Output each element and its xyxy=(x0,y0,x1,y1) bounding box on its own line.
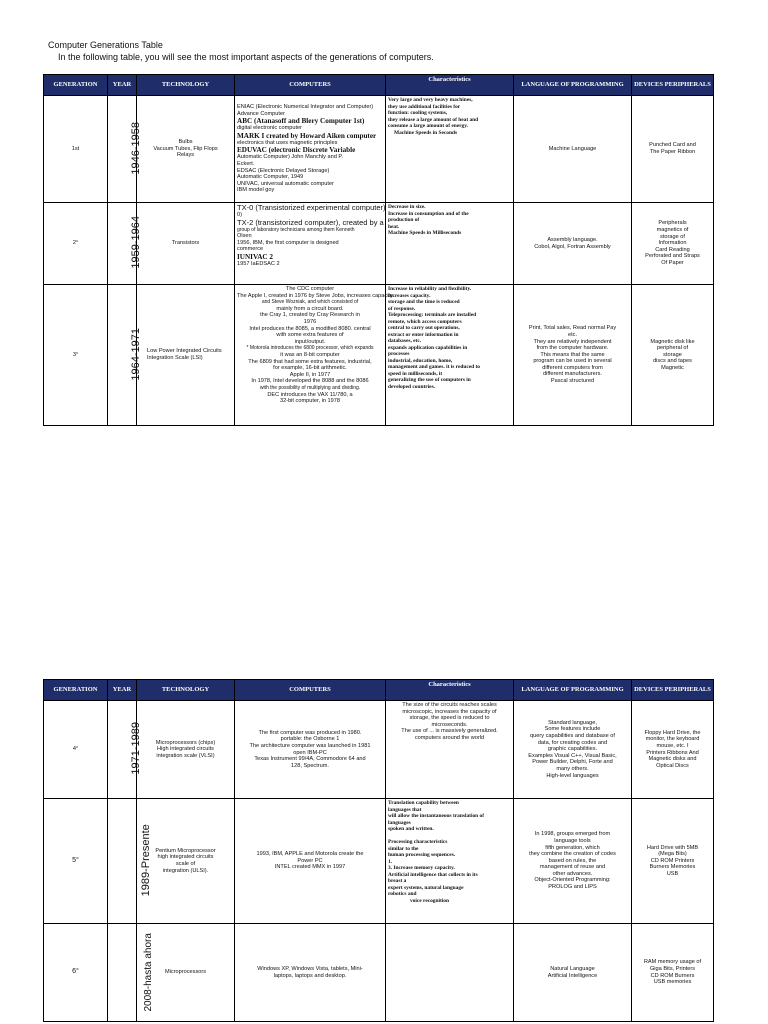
year-cell xyxy=(108,285,143,426)
generation-cell: 4° xyxy=(44,701,108,799)
devices-line: Punched Card and xyxy=(649,142,696,149)
year-cell xyxy=(108,203,143,285)
technology-line: high integrated circuits xyxy=(157,854,214,861)
computers-line: DEC introduces the VAX 11/780, a xyxy=(267,391,353,398)
language-line: fifth generation, which xyxy=(545,844,600,851)
devices-line: RAM memory usage of xyxy=(643,959,702,966)
header-computers: COMPUTERS xyxy=(235,680,386,701)
technology-cell xyxy=(137,285,235,426)
devices-line: monitor, the keyboard xyxy=(645,736,700,743)
language-line: different manufacturers. xyxy=(543,371,602,378)
characteristics-line: microscopic, increases the capacity of xyxy=(402,708,497,715)
generations-table-1 xyxy=(43,74,714,426)
devices-line: Printers Ribbons And xyxy=(646,749,699,756)
computers-line: Texas Instrument 99/4A, Commodore 64 and xyxy=(254,756,366,763)
devices-line: CD ROM Printers xyxy=(650,857,695,864)
devices-line: The Paper Ribbon xyxy=(649,149,696,155)
characteristics-line: Artificial intelligence that collects in its xyxy=(388,871,478,878)
technology-line: Microprocessors xyxy=(164,969,207,976)
header-generation: GENERATION xyxy=(44,75,108,96)
computers-line: TX-2 (transistorized computer), created by a xyxy=(237,217,384,227)
devices-cell xyxy=(632,285,714,426)
technology-line: integration (ULSI). xyxy=(162,867,209,874)
computers-line: 32-bit computer, in 1978 xyxy=(279,398,340,405)
header-devices: DEVICES PERIPHERALS xyxy=(632,680,714,701)
language-cell xyxy=(514,285,632,426)
year-label: 1989-Presente xyxy=(139,823,152,897)
computers-cell xyxy=(235,924,386,1022)
computers-line: 1956, IBM, the first computer is designed xyxy=(237,239,339,246)
table-header-row xyxy=(44,75,714,96)
technology-line: Transistors xyxy=(171,240,200,247)
characteristics-line: expands application capabilities in xyxy=(388,344,468,351)
devices-cell xyxy=(632,203,714,285)
technology-line: Integration Scale (LSI) xyxy=(147,355,203,361)
characteristics-line: heat. xyxy=(388,223,400,230)
characteristics-cell xyxy=(386,924,514,1022)
characteristics-cell xyxy=(386,701,514,799)
computers-cell xyxy=(235,203,386,285)
characteristics-line: computers around the world xyxy=(414,734,485,741)
computers-line: Eckert. xyxy=(237,161,255,167)
language-line: Assembly language. xyxy=(547,236,598,243)
devices-line: discs and tapes xyxy=(653,358,692,365)
year-label: 2008-hasta ahora xyxy=(142,932,154,1012)
year-label: 1946-1958 xyxy=(130,121,143,175)
technology-line: Vacuum Tubes, Flip Flops xyxy=(153,145,218,152)
characteristics-line: Teleprocessing: terminals are installed xyxy=(388,312,477,318)
header-characteristics: Characteristics xyxy=(386,75,514,96)
computers-line: The 6809 that had some extra features, industrial, xyxy=(248,358,372,365)
language-cell xyxy=(514,96,632,203)
language-line: data, for creating codes and xyxy=(537,739,608,746)
characteristics-line: processes xyxy=(388,351,410,357)
language-line: In 1998, groups emerged from xyxy=(534,831,611,838)
year-label: 1971-1989 xyxy=(130,722,143,775)
characteristics-line: 3. Increase memory capacity. xyxy=(388,865,455,871)
devices-line: (Mega Bits) xyxy=(658,851,687,858)
technology-cell xyxy=(137,96,235,203)
language-line: many others. xyxy=(556,765,589,772)
language-line: Natural Language xyxy=(550,965,595,972)
technology-line: Bulbs xyxy=(178,139,193,146)
language-line: different computers from xyxy=(542,364,603,371)
characteristics-line: of response. xyxy=(388,305,416,312)
language-line: High-level languages xyxy=(546,772,599,779)
computers-line: digital electronic computer xyxy=(237,125,302,132)
computers-line: 0) xyxy=(237,212,242,218)
computers-line: input/output. xyxy=(294,338,326,345)
generation-cell: 6° xyxy=(44,924,108,1022)
header-technology: TECHNOLOGY xyxy=(137,680,235,701)
table-row xyxy=(44,799,714,924)
computers-line: * Motorola introduces the 6800 processor, which expands xyxy=(246,345,374,352)
characteristics-line: Machine Speeds in Milliseconds xyxy=(388,230,462,236)
characteristics-line: microseconds. xyxy=(431,721,468,728)
header-year: YEAR xyxy=(108,75,137,96)
devices-line: storage of xyxy=(660,233,685,240)
computers-line: mainly from a circuit board. xyxy=(276,305,344,312)
technology-line: Microprocessors (chips) xyxy=(155,739,216,746)
header-characteristics: Characteristics xyxy=(386,680,514,701)
computers-line: Automatic Computer, 1949 xyxy=(237,174,304,181)
table-header-row xyxy=(44,680,714,701)
computers-line: laptops, laptops and desktop. xyxy=(273,972,347,979)
language-line: program can be used in several xyxy=(533,358,612,365)
computers-line: IBM model goy xyxy=(237,187,275,194)
computers-line: In 1978, Intel developed the 8088 and the 8086 xyxy=(251,378,369,385)
characteristics-line: developed countries. xyxy=(388,383,436,390)
computers-line: The CDC computer xyxy=(285,286,335,292)
devices-cell xyxy=(632,924,714,1022)
year-label: 1959-1964 xyxy=(130,216,143,269)
characteristics-line: remote, which access computers xyxy=(388,318,462,325)
computers-line: Apple II, in 1977 xyxy=(289,371,331,378)
computers-line: Advance Computer xyxy=(237,110,285,117)
computers-line: for example, 16-bit arithmetic. xyxy=(273,365,347,372)
computers-line: The architecture computer was launched in 1981 xyxy=(249,742,371,749)
language-cell xyxy=(514,203,632,285)
year-cell xyxy=(108,701,143,799)
characteristics-line: extract or enter information in xyxy=(388,331,459,338)
computers-cell xyxy=(235,96,386,203)
characteristics-line: breast a xyxy=(388,878,407,884)
characteristics-line: production of xyxy=(388,217,420,223)
devices-line: Floppy Hard Drive, the xyxy=(644,729,701,736)
computers-line: 1976 xyxy=(303,318,317,325)
computers-line: ABC (Atanasoff and Blery Computer 1st) xyxy=(237,117,365,126)
computers-line: Intel produces the 8085, a modified 8080. central xyxy=(249,325,371,332)
language-line: other advances. xyxy=(552,870,593,877)
header-generation: GENERATION xyxy=(44,680,108,701)
language-line: Power Builder, Delphi, Forte and xyxy=(532,759,613,766)
characteristics-line: Machine Speeds in Seconds xyxy=(394,129,458,136)
computers-line: Power PC xyxy=(297,857,323,864)
year-label: 1964-1971 xyxy=(130,327,143,381)
computers-line: EDUVAC (electronic Discrete Variable xyxy=(237,146,356,155)
header-language: LANGUAGE OF PROGRAMMING xyxy=(514,680,632,701)
language-line: Standard language, xyxy=(548,719,597,726)
computers-line: The first computer was produced in 1980. xyxy=(258,729,362,736)
language-line: language tools xyxy=(554,837,591,844)
language-line: Examples Visual C++, Visual Basic, xyxy=(528,752,617,759)
characteristics-line: The use of ... is massively generalized. xyxy=(401,728,498,735)
characteristics-line: Very large and very heavy machines, xyxy=(388,97,473,103)
characteristics-line: The size of the circuits reaches scales xyxy=(402,702,497,708)
characteristics-line: function: cooling systems, xyxy=(388,110,448,116)
generation-cell: 1st xyxy=(44,96,108,203)
characteristics-line: voice recognition xyxy=(410,897,449,904)
characteristics-line: languages that xyxy=(388,806,422,813)
header-year: YEAR xyxy=(108,680,137,701)
devices-line: storage xyxy=(663,351,682,358)
computers-line: INTEL created MMX in 1997 xyxy=(274,864,346,871)
language-line: This means that the same xyxy=(540,351,605,358)
characteristics-line: Processing characteristics xyxy=(388,839,448,845)
language-line: they combine the creation of codes xyxy=(529,851,616,858)
language-line: Machine Language xyxy=(548,145,597,152)
characteristics-cell xyxy=(386,285,514,426)
language-line: Object-Oriented Programming: xyxy=(534,877,611,884)
language-line: management of reuse and xyxy=(539,864,606,871)
page-subtitle: In the following table, you will see the most important aspects of the generations of computers. xyxy=(58,52,434,62)
table-row xyxy=(44,96,714,203)
computers-line: MARK I created by Howard Aiken computer xyxy=(237,131,377,140)
computers-line: the Cray 1, created by Cray Research in xyxy=(260,312,360,319)
devices-line: CD ROM Burners xyxy=(650,972,695,979)
characteristics-line: consume a large amount of energy. xyxy=(388,123,468,129)
devices-line: USB memories xyxy=(653,979,692,986)
technology-line: Pentium Microprocessor xyxy=(155,847,216,854)
generation-cell: 5° xyxy=(44,799,108,924)
computers-line: IUNIVAC 2 xyxy=(237,252,274,261)
characteristics-line: will allow the instantaneous translation of xyxy=(388,813,484,819)
devices-line: Hard Drive with 5MB xyxy=(646,844,699,851)
year-cell xyxy=(108,96,143,203)
table-row xyxy=(44,701,714,799)
characteristics-cell xyxy=(386,203,514,285)
characteristics-line: languages xyxy=(388,819,411,826)
characteristics-cell xyxy=(386,96,514,203)
devices-line: Burners Memories xyxy=(649,864,696,871)
characteristics-line: Increase in reliability and flexibility. xyxy=(388,286,472,292)
devices-line: peripheral of xyxy=(656,345,689,352)
language-line: Artificial Intelligence xyxy=(547,972,598,979)
devices-cell xyxy=(632,701,714,799)
language-line: Some features include xyxy=(544,726,601,733)
computers-line: portable: the Osborne 1 xyxy=(280,736,340,743)
devices-cell xyxy=(632,799,714,924)
computers-cell xyxy=(235,799,386,924)
computers-line: EDSAC (Electronic Delayed Storage) xyxy=(237,167,330,174)
language-line: Print, Total sales, Read normal Pay xyxy=(528,325,617,332)
computers-line: The Apple I, created in 1976 by Steve Jobs, increases capacity. xyxy=(237,292,394,299)
table-row xyxy=(44,924,714,1022)
characteristics-line: storage, the speed is reduced to xyxy=(409,715,490,722)
computers-cell xyxy=(235,701,386,799)
table-row xyxy=(44,285,714,426)
characteristics-line: industrial, education, home, xyxy=(388,357,453,364)
computers-line: ENIAC (Electronic Numerical Integrator and Computer) xyxy=(237,104,374,111)
language-line: from the computer hardware. xyxy=(536,345,609,352)
computers-cell xyxy=(235,285,394,426)
devices-cell xyxy=(632,96,714,203)
table-row xyxy=(44,203,714,285)
language-cell xyxy=(514,799,632,924)
characteristics-line: management and games. it is reduced to xyxy=(388,364,480,370)
computers-line: group of laboratory technicians among them Kenneth xyxy=(237,226,355,233)
technology-line: scale of xyxy=(175,861,196,867)
characteristics-line: Decrease in size. xyxy=(388,204,426,210)
computers-line: and Steve Wozniak, and which consisted of xyxy=(261,299,359,306)
year-cell xyxy=(108,924,154,1022)
computers-line: Olsen xyxy=(237,233,252,240)
characteristics-line: central to carry out operations, xyxy=(388,325,460,331)
technology-line: Relays xyxy=(176,152,195,159)
characteristics-line: they use additional facilities for xyxy=(388,103,461,110)
computers-line: 1957 IaEDSAC 2 xyxy=(237,260,280,267)
computers-line: TX-0 (Transistorized experimental computer) xyxy=(237,203,386,212)
computers-line: 128, Spectrum. xyxy=(291,762,329,769)
devices-line: Magnetic disks and xyxy=(648,756,697,763)
language-line: Pascal structured xyxy=(550,378,595,385)
devices-line: Magnetic xyxy=(661,364,684,371)
characteristics-line: similar to the xyxy=(388,845,419,852)
devices-line: Giga Bits, Printers xyxy=(649,965,696,972)
language-line: graphic capabilities. xyxy=(547,746,598,753)
language-line: Cobol, Algol, Fortran Assembly xyxy=(534,243,611,250)
characteristics-line: speed in milliseconds, it xyxy=(388,370,443,377)
devices-line: Magnetic disk like xyxy=(650,338,695,345)
characteristics-cell xyxy=(386,799,514,924)
characteristics-line: Translation capability between xyxy=(388,800,459,806)
header-language: LANGUAGE OF PROGRAMMING xyxy=(514,75,632,96)
computers-line: 1993, IBM, APPLE and Motorola create the xyxy=(256,851,364,858)
technology-line: Low Power Integrated Circuits xyxy=(147,348,222,355)
characteristics-line: storage and the time is reduced xyxy=(388,299,460,305)
computers-line: Windows XP, Windows Vista, tablets, Mini- xyxy=(257,965,363,972)
devices-line: Of Paper xyxy=(661,259,684,266)
page-title: Computer Generations Table xyxy=(48,40,163,50)
computers-line: with the possibility of multiplying and dividing. xyxy=(259,384,361,391)
characteristics-line: databases, etc. xyxy=(388,338,422,344)
characteristics-line: 1. xyxy=(388,858,393,865)
language-line: query capabilities and database of xyxy=(530,733,615,740)
computers-line: commerce xyxy=(237,246,264,253)
computers-line: Automatic Computer) John Manchly and P. xyxy=(237,154,343,161)
technology-line: integration scale (VLSI) xyxy=(156,752,215,759)
technology-cell xyxy=(137,203,235,285)
devices-line: Perforated and Straps xyxy=(645,253,700,260)
devices-line: Card Reading xyxy=(655,246,690,253)
characteristics-line: expert systems, natural language xyxy=(388,884,464,891)
characteristics-line: robotics and xyxy=(388,891,417,897)
computers-line: electronics that uses magnetic principles xyxy=(237,139,338,146)
characteristics-line: spoken and written. xyxy=(388,826,434,832)
generation-cell: 3° xyxy=(44,285,108,426)
devices-line: mouse, etc. I xyxy=(656,742,689,749)
devices-line: USB xyxy=(666,870,679,877)
language-line: They are relatively independent xyxy=(533,338,612,345)
header-technology: TECHNOLOGY xyxy=(137,75,235,96)
devices-line: Optical Discs xyxy=(656,762,689,769)
technology-line: High integrated circuits xyxy=(157,746,214,753)
header-computers: COMPUTERS xyxy=(235,75,386,96)
computers-line: with some extra features of xyxy=(276,332,344,339)
technology-cell xyxy=(137,701,235,799)
generation-cell: 2° xyxy=(44,203,108,285)
characteristics-line: increases capacity. xyxy=(388,292,431,299)
characteristics-line: generalizing the use of computers in xyxy=(388,377,471,383)
computers-line: open IBM-PC xyxy=(293,749,327,756)
language-cell xyxy=(514,924,632,1022)
devices-line: Information xyxy=(658,240,687,247)
generations-table-2 xyxy=(43,679,714,1022)
language-line: PROLOG and LIPS xyxy=(548,884,597,891)
characteristics-line: they release a large amount of heat and xyxy=(388,116,479,123)
computers-line: it was an 8-bit computer xyxy=(280,351,340,358)
devices-line: Peripherals xyxy=(658,220,687,227)
language-line: etc. xyxy=(567,331,578,338)
language-cell xyxy=(514,701,632,799)
year-cell xyxy=(108,799,152,924)
characteristics-line: Increase in consumption and of the xyxy=(388,210,469,217)
header-devices: DEVICES PERIPHERALS xyxy=(632,75,714,96)
language-line: based on rules, the xyxy=(548,857,597,864)
characteristics-line: human processing sequences. xyxy=(388,852,456,858)
computers-line: UNIVAC, universal automatic computer xyxy=(237,180,334,187)
devices-line: magnetics of xyxy=(656,227,689,234)
